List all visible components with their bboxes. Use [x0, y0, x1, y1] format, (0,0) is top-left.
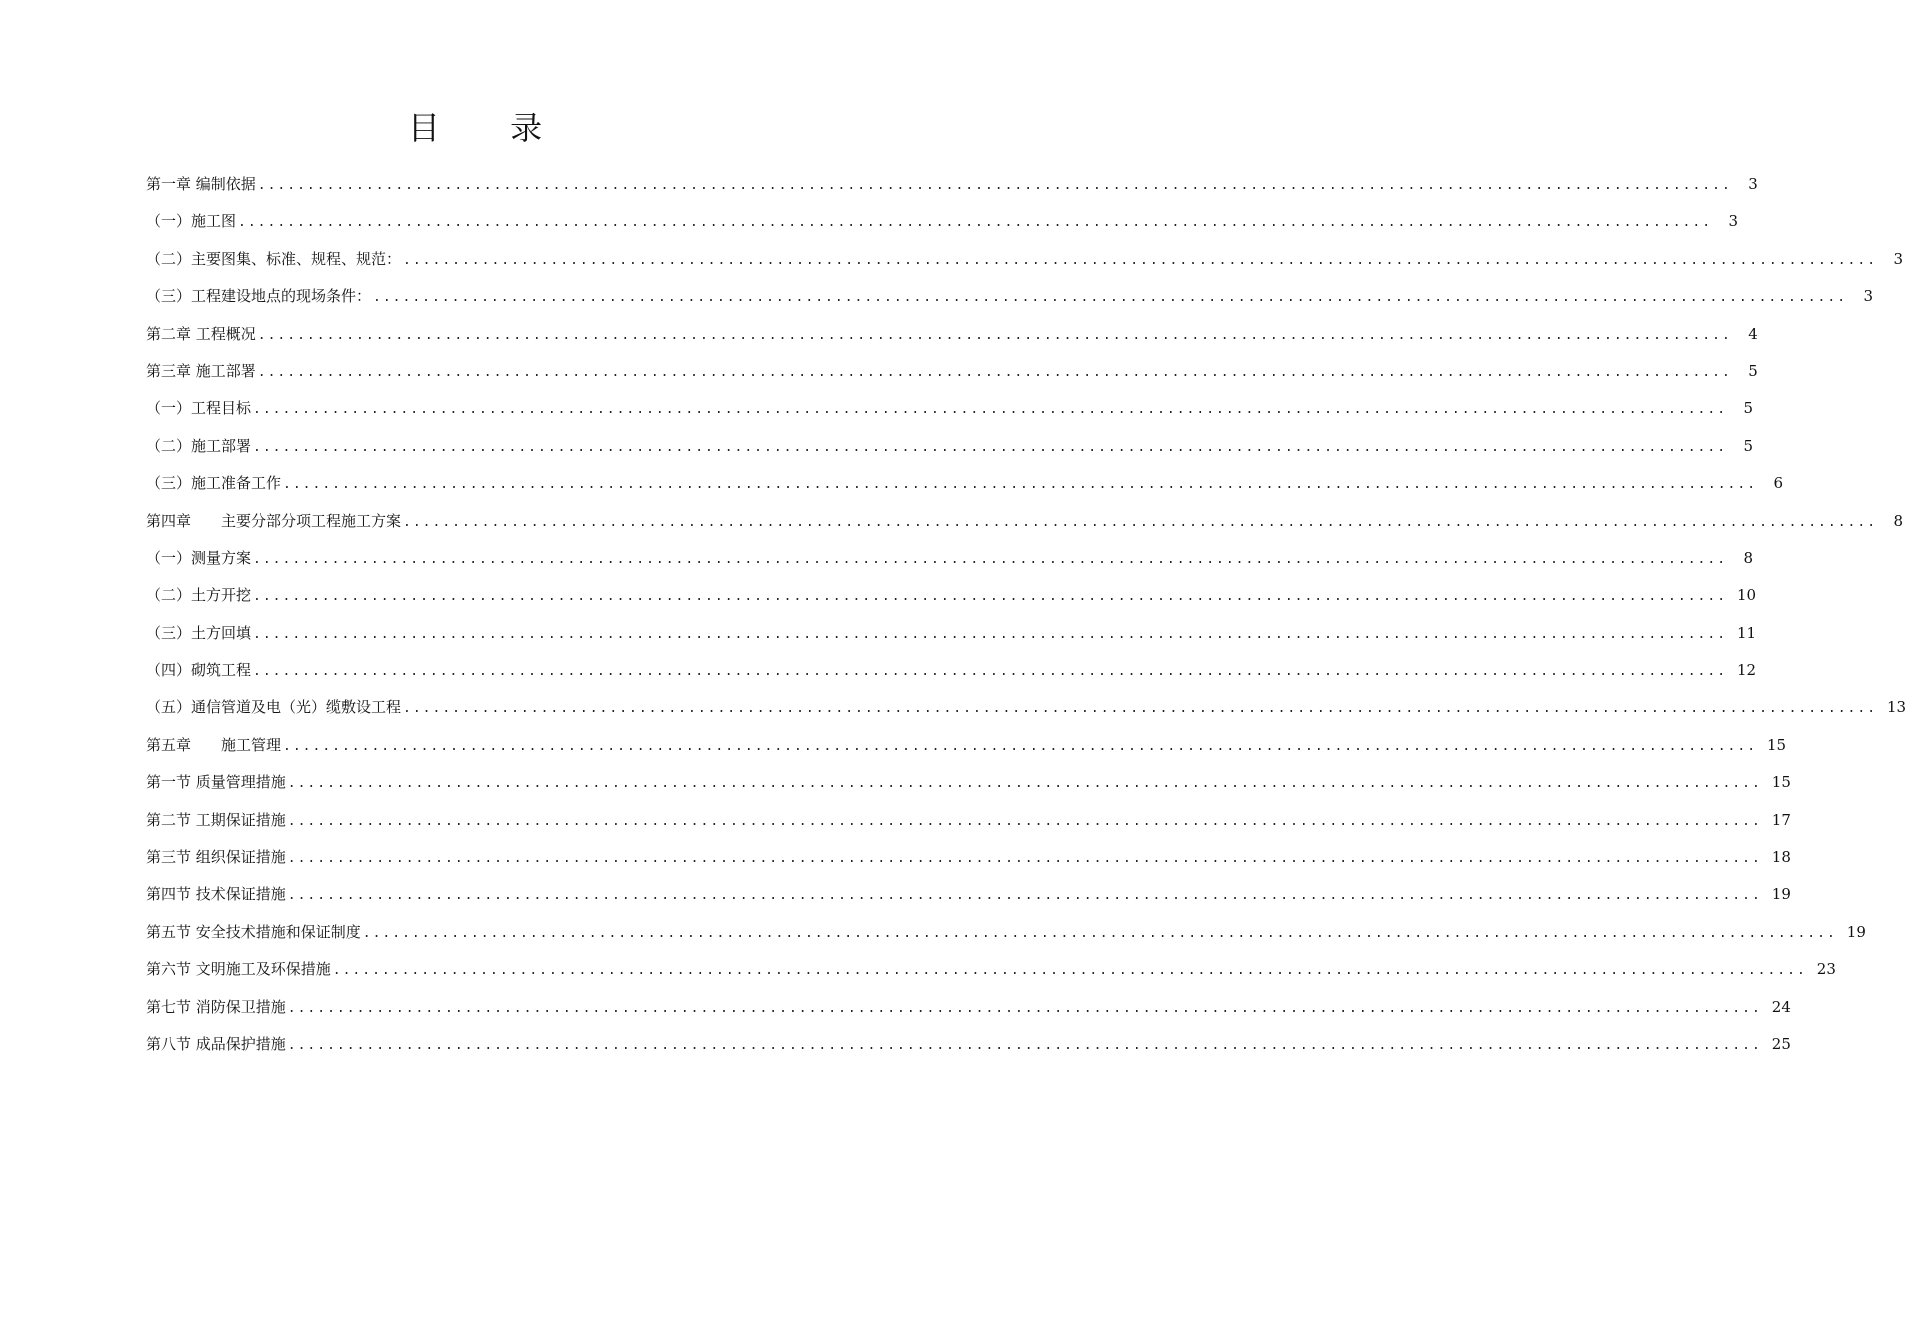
- toc-entry-label: 第三章 施工部署: [146, 361, 256, 380]
- toc-page-number: 19: [1846, 922, 1866, 941]
- toc-entry[interactable]: [146, 353, 1758, 390]
- toc-entry-label: （二）施工部署: [146, 436, 252, 455]
- toc-entry[interactable]: [146, 166, 1758, 203]
- toc-entry-label: （一）施工图: [146, 212, 237, 231]
- toc-leader-dots: ......................................................................................................................................................: [253, 626, 1728, 642]
- toc-leader-dots: ......................................................................................................................................................: [283, 477, 1758, 493]
- page-title: 目 录: [407, 109, 573, 147]
- toc-entry-label: （四）砌筑工程: [146, 661, 252, 680]
- toc-page-number: 13: [1887, 698, 1906, 717]
- toc-page-number: 25: [1771, 1034, 1791, 1053]
- toc-entry[interactable]: [146, 689, 1906, 726]
- toc-page-number: 3: [1893, 249, 1904, 268]
- toc-entry[interactable]: [146, 390, 1754, 427]
- toc-leader-dots: ......................................................................................................................................................: [403, 252, 1878, 268]
- toc-entry[interactable]: [146, 951, 1836, 988]
- toc-leader-dots: ......................................................................................................................................................: [253, 664, 1728, 680]
- toc-entry[interactable]: [146, 428, 1754, 465]
- toc-leader-dots: ......................................................................................................................................................: [362, 925, 1837, 941]
- toc-entry[interactable]: [146, 465, 1784, 502]
- toc-leader-dots: ......................................................................................................................................................: [287, 888, 1762, 904]
- toc-entry[interactable]: [146, 764, 1791, 801]
- toc-page-number: 5: [1748, 361, 1758, 380]
- toc-entry[interactable]: [146, 727, 1787, 764]
- toc-leader-dots: ......................................................................................................................................................: [253, 439, 1728, 455]
- toc-page-number: 23: [1816, 960, 1836, 979]
- toc-entry-label: （三）施工准备工作: [146, 474, 282, 493]
- toc-entry-label: （二）主要图集、标准、规程、规范：: [146, 249, 402, 268]
- toc-leader-dots: ......................................................................................................................................................: [287, 1037, 1762, 1053]
- toc-entry[interactable]: [146, 802, 1791, 839]
- toc-entry-label: （二）土方开挖: [146, 586, 252, 605]
- toc-page-number: 4: [1748, 324, 1758, 343]
- toc-entry-label: 第五章 施工管理: [146, 735, 282, 754]
- toc-entry-label: 第七节 消防保卫措施: [146, 997, 286, 1016]
- toc-page-number: 11: [1737, 623, 1757, 642]
- table-of-contents: [146, 166, 1906, 1063]
- toc-page-number: 17: [1771, 810, 1791, 829]
- toc-entry-label: （三）土方回填: [146, 623, 252, 642]
- toc-entry[interactable]: [146, 241, 1904, 278]
- toc-entry[interactable]: [146, 278, 1874, 315]
- toc-entry-label: 第六节 文明施工及环保措施: [146, 960, 331, 979]
- toc-entry-label: 第二节 工期保证措施: [146, 810, 286, 829]
- toc-leader-dots: ......................................................................................................................................................: [373, 290, 1848, 306]
- toc-page-number: 3: [1863, 287, 1874, 306]
- toc-page-number: 3: [1728, 212, 1739, 231]
- toc-page-number: 8: [1893, 511, 1904, 530]
- toc-entry[interactable]: [146, 914, 1866, 951]
- toc-leader-dots: ......................................................................................................................................................: [287, 776, 1762, 792]
- toc-leader-dots: ......................................................................................................................................................: [403, 514, 1878, 530]
- toc-entry-label: 第三节 组织保证措施: [146, 848, 286, 867]
- toc-leader-dots: ......................................................................................................................................................: [253, 589, 1728, 605]
- toc-page-number: 5: [1743, 436, 1754, 455]
- toc-entry-label: （三）工程建设地点的现场条件：: [146, 287, 372, 306]
- toc-entry-label: 第八节 成品保护措施: [146, 1034, 286, 1053]
- toc-entry-label: 第四节 技术保证措施: [146, 885, 286, 904]
- toc-page-number: 5: [1743, 399, 1754, 418]
- toc-entry[interactable]: [146, 503, 1904, 540]
- toc-entry[interactable]: [146, 615, 1757, 652]
- toc-entry[interactable]: [146, 540, 1754, 577]
- toc-entry[interactable]: [146, 203, 1739, 240]
- toc-page-number: 15: [1767, 735, 1787, 754]
- toc-page-number: 12: [1737, 661, 1757, 680]
- toc-entry-label: 第二章 工程概况: [146, 324, 256, 343]
- toc-leader-dots: ......................................................................................................................................................: [257, 364, 1732, 380]
- toc-page-number: 19: [1771, 885, 1791, 904]
- toc-leader-dots: ......................................................................................................................................................: [257, 178, 1732, 193]
- toc-entry[interactable]: [146, 876, 1791, 913]
- toc-page-number: 24: [1771, 997, 1791, 1016]
- toc-entry-label: （一）测量方案: [146, 548, 252, 567]
- toc-leader-dots: ......................................................................................................................................................: [253, 402, 1728, 418]
- toc-leader-dots: ......................................................................................................................................................: [287, 813, 1762, 829]
- toc-entry[interactable]: [146, 652, 1757, 689]
- toc-entry[interactable]: [146, 1026, 1791, 1063]
- toc-leader-dots: ......................................................................................................................................................: [332, 963, 1807, 979]
- toc-page-number: 15: [1771, 773, 1791, 792]
- toc-leader-dots: ......................................................................................................................................................: [287, 1000, 1762, 1016]
- toc-entry-label: （五）通信管道及电（光）缆敷设工程: [146, 698, 402, 717]
- toc-entry[interactable]: [146, 577, 1757, 614]
- toc-leader-dots: ......................................................................................................................................................: [403, 701, 1878, 717]
- toc-page-number: 18: [1771, 848, 1791, 867]
- toc-leader-dots: ......................................................................................................................................................: [287, 851, 1762, 867]
- toc-entry[interactable]: [146, 316, 1758, 353]
- toc-entry[interactable]: [146, 839, 1791, 876]
- toc-leader-dots: ......................................................................................................................................................: [257, 327, 1732, 343]
- toc-page-number: 3: [1748, 175, 1758, 193]
- toc-leader-dots: ......................................................................................................................................................: [283, 738, 1758, 754]
- toc-page-number: 8: [1743, 548, 1754, 567]
- toc-entry-label: （一）工程目标: [146, 399, 252, 418]
- toc-entry-label: 第一节 质量管理措施: [146, 773, 286, 792]
- toc-entry[interactable]: [146, 989, 1791, 1026]
- toc-leader-dots: ......................................................................................................................................................: [253, 551, 1728, 567]
- toc-entry-label: 第五节 安全技术措施和保证制度: [146, 922, 361, 941]
- toc-leader-dots: ......................................................................................................................................................: [238, 215, 1713, 231]
- toc-entry-label: 第四章 主要分部分项工程施工方案: [146, 511, 402, 530]
- toc-entry-label: 第一章 编制依据: [146, 175, 256, 193]
- toc-page-number: 10: [1737, 586, 1757, 605]
- toc-page-number: 6: [1773, 474, 1784, 493]
